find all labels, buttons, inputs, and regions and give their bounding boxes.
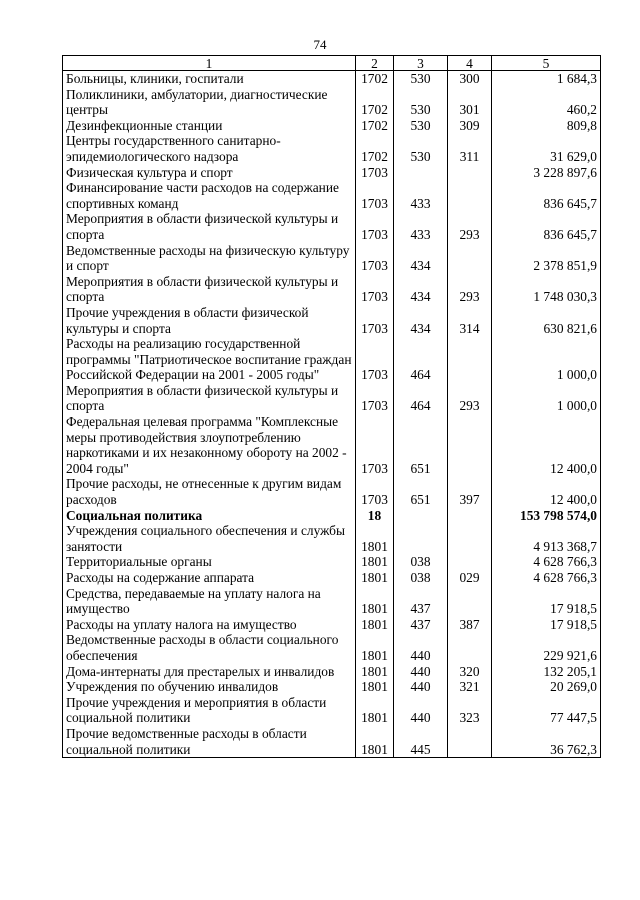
row-target-code: 440 (394, 664, 448, 680)
row-amount: 3 228 897,6 (492, 165, 601, 181)
row-name: Дезинфекционные станции (63, 118, 356, 134)
row-expense-code (448, 508, 492, 524)
row-expense-code (448, 586, 492, 617)
row-expense-code (448, 726, 492, 758)
table-row (63, 695, 601, 726)
row-amount: 1 748 030,3 (492, 274, 601, 305)
row-target-code: 464 (394, 383, 448, 414)
row-target-code: 530 (394, 133, 448, 164)
row-expense-code (448, 336, 492, 383)
row-section-code: 1801 (356, 632, 394, 663)
table-row (63, 508, 601, 524)
column-header-3: 3 (394, 56, 448, 71)
row-target-code: 530 (394, 118, 448, 134)
row-target-code: 440 (394, 632, 448, 663)
row-amount: 77 447,5 (492, 695, 601, 726)
row-section-code: 1703 (356, 414, 394, 476)
row-name: Центры государственного санитарно-эпидемиологического надзора (63, 133, 356, 164)
row-expense-code (448, 165, 492, 181)
row-expense-code: 293 (448, 383, 492, 414)
row-expense-code: 293 (448, 211, 492, 242)
row-name: Федеральная целевая программа "Комплексные меры противодействия злоупотреблению наркотиками и их незаконному обороту на 2002 - 2004 годы" (63, 414, 356, 476)
row-expense-code (448, 414, 492, 476)
table-row (63, 180, 601, 211)
row-amount: 229 921,6 (492, 632, 601, 663)
row-expense-code: 293 (448, 274, 492, 305)
row-target-code: 530 (394, 71, 448, 87)
row-target-code: 434 (394, 305, 448, 336)
table-row (63, 664, 601, 680)
row-target-code: 651 (394, 414, 448, 476)
row-name: Финансирование части расходов на содержание спортивных команд (63, 180, 356, 211)
row-name: Территориальные органы (63, 554, 356, 570)
row-section-code: 1703 (356, 383, 394, 414)
table-row (63, 523, 601, 554)
row-expense-code: 300 (448, 71, 492, 87)
row-target-code: 651 (394, 476, 448, 507)
table-row (63, 632, 601, 663)
row-target-code: 437 (394, 586, 448, 617)
row-amount: 153 798 574,0 (492, 508, 601, 524)
table-row (63, 414, 601, 476)
row-name: Прочие учреждения в области физической культуры и спорта (63, 305, 356, 336)
row-expense-code: 314 (448, 305, 492, 336)
row-expense-code: 309 (448, 118, 492, 134)
page-number: 74 (313, 37, 327, 52)
row-section-code: 1801 (356, 679, 394, 695)
row-expense-code: 320 (448, 664, 492, 680)
row-amount: 2 378 851,9 (492, 243, 601, 274)
row-target-code: 434 (394, 243, 448, 274)
table-row (63, 336, 601, 383)
row-amount: 4 913 368,7 (492, 523, 601, 554)
table-row (63, 305, 601, 336)
table-row (63, 570, 601, 586)
row-target-code (394, 165, 448, 181)
row-name: Дома-интернаты для престарелых и инвалидов (63, 664, 356, 680)
row-target-code: 038 (394, 570, 448, 586)
row-section-code: 1702 (356, 87, 394, 118)
row-section-code: 1703 (356, 336, 394, 383)
row-amount: 4 628 766,3 (492, 554, 601, 570)
row-expense-code: 311 (448, 133, 492, 164)
table-row (63, 133, 601, 164)
column-header-4: 4 (448, 56, 492, 71)
row-amount: 809,8 (492, 118, 601, 134)
row-amount: 1 000,0 (492, 383, 601, 414)
table-row (63, 383, 601, 414)
row-name: Физическая культура и спорт (63, 165, 356, 181)
row-name: Учреждения социального обеспечения и службы занятости (63, 523, 356, 554)
row-amount: 132 205,1 (492, 664, 601, 680)
table-row (63, 726, 601, 758)
row-name: Расходы на содержание аппарата (63, 570, 356, 586)
table-row (63, 274, 601, 305)
row-section-code: 1703 (356, 476, 394, 507)
table-row (63, 586, 601, 617)
table-row (63, 554, 601, 570)
row-amount: 630 821,6 (492, 305, 601, 336)
row-target-code: 434 (394, 274, 448, 305)
row-section-code: 1702 (356, 71, 394, 87)
row-section-code: 1801 (356, 617, 394, 633)
row-amount: 31 629,0 (492, 133, 601, 164)
row-section-code: 18 (356, 508, 394, 524)
row-name: Поликлиники, амбулатории, диагностические центры (63, 87, 356, 118)
row-section-code: 1703 (356, 211, 394, 242)
row-amount: 17 918,5 (492, 617, 601, 633)
row-amount: 4 628 766,3 (492, 570, 601, 586)
row-name: Расходы на реализацию государственной программы "Патриотическое воспитание граждан Российской Федерации на 2001 - 2005 годы" (63, 336, 356, 383)
row-amount: 1 000,0 (492, 336, 601, 383)
row-target-code: 437 (394, 617, 448, 633)
row-amount: 836 645,7 (492, 211, 601, 242)
table-row (63, 165, 601, 181)
header-row (63, 56, 601, 71)
row-name: Ведомственные расходы в области социального обеспечения (63, 632, 356, 663)
row-target-code: 440 (394, 695, 448, 726)
row-expense-code (448, 632, 492, 663)
column-header-2: 2 (356, 56, 394, 71)
row-amount: 1 684,3 (492, 71, 601, 87)
row-section-code: 1801 (356, 570, 394, 586)
row-amount: 36 762,3 (492, 726, 601, 758)
row-name: Социальная политика (63, 508, 356, 524)
row-target-code (394, 508, 448, 524)
row-name: Учреждения по обучению инвалидов (63, 679, 356, 695)
row-amount: 20 269,0 (492, 679, 601, 695)
row-section-code: 1702 (356, 118, 394, 134)
row-name: Прочие ведомственные расходы в области социальной политики (63, 726, 356, 758)
row-expense-code (448, 180, 492, 211)
row-target-code: 440 (394, 679, 448, 695)
table-body (63, 71, 601, 758)
row-target-code: 464 (394, 336, 448, 383)
row-amount: 836 645,7 (492, 180, 601, 211)
row-section-code: 1703 (356, 274, 394, 305)
row-section-code: 1801 (356, 523, 394, 554)
row-expense-code: 397 (448, 476, 492, 507)
row-section-code: 1703 (356, 165, 394, 181)
row-section-code: 1801 (356, 586, 394, 617)
row-target-code: 038 (394, 554, 448, 570)
row-target-code (394, 523, 448, 554)
row-name: Мероприятия в области физической культуры и спорта (63, 274, 356, 305)
row-expense-code: 321 (448, 679, 492, 695)
table-row (63, 243, 601, 274)
row-name: Ведомственные расходы на физическую культуру и спорт (63, 243, 356, 274)
row-name: Мероприятия в области физической культуры и спорта (63, 383, 356, 414)
row-name: Прочие учреждения и мероприятия в области социальной политики (63, 695, 356, 726)
row-section-code: 1703 (356, 305, 394, 336)
column-header-5: 5 (492, 56, 601, 71)
row-target-code: 433 (394, 180, 448, 211)
row-name: Прочие расходы, не отнесенные к другим видам расходов (63, 476, 356, 507)
row-expense-code: 029 (448, 570, 492, 586)
table-row (63, 118, 601, 134)
row-section-code: 1702 (356, 133, 394, 164)
row-section-code: 1801 (356, 554, 394, 570)
row-expense-code (448, 523, 492, 554)
table-row (63, 617, 601, 633)
row-name: Больницы, клиники, госпитали (63, 71, 356, 87)
table-row (63, 211, 601, 242)
row-expense-code: 387 (448, 617, 492, 633)
row-section-code: 1801 (356, 664, 394, 680)
row-section-code: 1801 (356, 726, 394, 758)
row-name: Мероприятия в области физической культуры и спорта (63, 211, 356, 242)
row-expense-code: 323 (448, 695, 492, 726)
table-header (63, 56, 601, 71)
row-target-code: 530 (394, 87, 448, 118)
row-amount: 12 400,0 (492, 414, 601, 476)
row-name: Средства, передаваемые на уплату налога на имущество (63, 586, 356, 617)
row-name: Расходы на уплату налога на имущество (63, 617, 356, 633)
row-target-code: 445 (394, 726, 448, 758)
table-row (63, 87, 601, 118)
row-expense-code (448, 554, 492, 570)
row-amount: 17 918,5 (492, 586, 601, 617)
row-amount: 460,2 (492, 87, 601, 118)
row-expense-code (448, 243, 492, 274)
budget-table (62, 55, 601, 758)
table-row (63, 71, 601, 87)
row-amount: 12 400,0 (492, 476, 601, 507)
row-section-code: 1801 (356, 695, 394, 726)
table-row (63, 679, 601, 695)
row-section-code: 1703 (356, 180, 394, 211)
column-header-1: 1 (63, 56, 356, 71)
table-row (63, 476, 601, 507)
row-target-code: 433 (394, 211, 448, 242)
row-expense-code: 301 (448, 87, 492, 118)
row-section-code: 1703 (356, 243, 394, 274)
